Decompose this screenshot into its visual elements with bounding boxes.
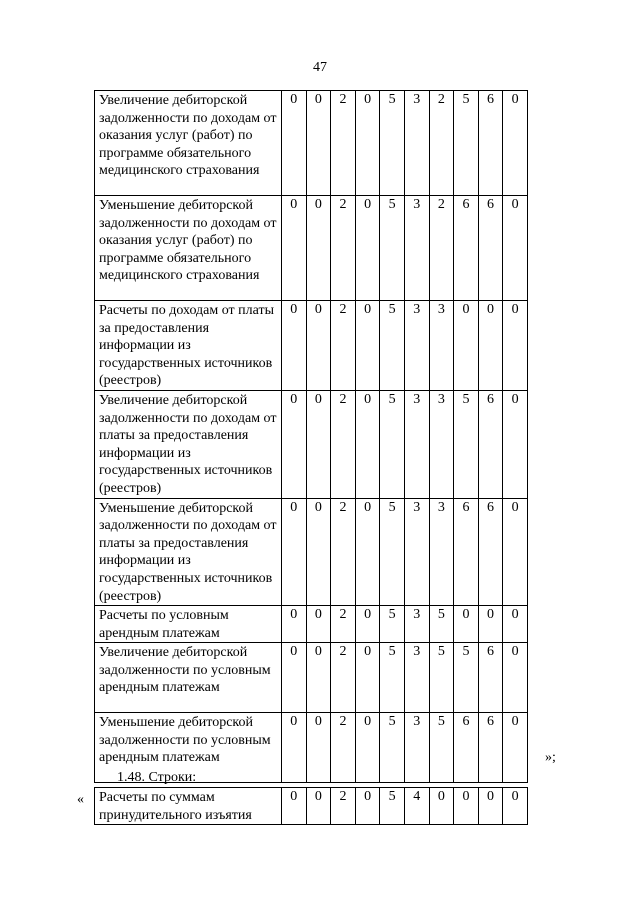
code-digit: 0 [355,301,380,391]
section-heading: 1.48. Строки: [117,770,197,785]
code-digit: 2 [331,498,356,606]
code-digit: 5 [454,390,479,498]
code-digit: 5 [380,196,405,301]
code-digit: 6 [478,390,503,498]
code-digit: 0 [306,606,331,643]
code-digit: 3 [404,713,429,783]
code-digit: 2 [331,390,356,498]
page-number: 47 [313,60,327,75]
code-digit: 3 [404,91,429,196]
code-digit: 0 [355,606,380,643]
code-digit: 5 [380,301,405,391]
code-digit: 0 [282,91,307,196]
opening-quote: « [77,792,84,807]
code-digit: 0 [355,91,380,196]
code-digit: 2 [331,91,356,196]
code-digit: 0 [355,713,380,783]
code-digit: 6 [454,498,479,606]
code-digit: 6 [454,196,479,301]
code-digit: 6 [478,713,503,783]
code-digit: 3 [429,301,454,391]
code-digit: 0 [503,196,528,301]
code-digit: 0 [478,788,503,825]
code-digit: 5 [454,643,479,713]
code-digit: 0 [306,498,331,606]
code-digit: 6 [478,91,503,196]
code-digit: 5 [429,606,454,643]
code-digit: 3 [404,301,429,391]
code-digit: 0 [454,788,479,825]
code-digit: 5 [380,91,405,196]
code-digit: 3 [429,390,454,498]
code-digit: 5 [454,91,479,196]
code-digit: 6 [478,643,503,713]
code-digit: 5 [380,643,405,713]
code-digit: 0 [306,91,331,196]
code-digit: 0 [478,301,503,391]
code-digit: 5 [380,606,405,643]
code-digit: 2 [331,713,356,783]
code-digit: 2 [429,91,454,196]
row-description: Увеличение дебиторской задолженности по условным арендным платежам [95,643,282,713]
code-digit: 0 [503,713,528,783]
code-digit: 0 [282,390,307,498]
code-digit: 2 [331,196,356,301]
accounts-table [94,90,528,783]
code-digit: 0 [282,498,307,606]
code-digit: 0 [282,788,307,825]
code-digit: 0 [306,788,331,825]
code-digit: 0 [306,301,331,391]
table-row [95,91,528,196]
row-description: Расчеты по суммам принудительного изъятия [95,788,282,825]
code-digit: 6 [454,713,479,783]
table-row [95,498,528,606]
code-digit: 0 [306,713,331,783]
code-digit: 0 [282,713,307,783]
code-digit: 0 [306,643,331,713]
new-rows-table [94,787,528,825]
code-digit: 2 [331,606,356,643]
table-row [95,390,528,498]
code-digit: 3 [404,643,429,713]
code-digit: 5 [380,390,405,498]
code-digit: 0 [503,643,528,713]
code-digit: 0 [355,498,380,606]
code-digit: 3 [404,390,429,498]
row-description: Увеличение дебиторской задолженности по доходам от оказания услуг (работ) по программе обязательного медицинского страхования [95,91,282,196]
row-description: Увеличение дебиторской задолженности по доходам от платы за предоставления информации из государственных источников (реестров) [95,390,282,498]
code-digit: 5 [429,643,454,713]
code-digit: 0 [503,91,528,196]
row-description: Расчеты по условным арендным платежам [95,606,282,643]
table-row [95,606,528,643]
code-digit: 2 [331,788,356,825]
code-digit: 2 [429,196,454,301]
table-row [95,788,528,825]
closing-quote: »; [545,750,556,765]
code-digit: 5 [380,788,405,825]
code-digit: 3 [429,498,454,606]
code-digit: 6 [478,196,503,301]
code-digit: 0 [454,606,479,643]
code-digit: 0 [355,788,380,825]
code-digit: 0 [306,390,331,498]
code-digit: 0 [429,788,454,825]
code-digit: 5 [380,498,405,606]
code-digit: 6 [478,498,503,606]
code-digit: 5 [380,713,405,783]
table-row [95,301,528,391]
code-digit: 0 [478,606,503,643]
code-digit: 0 [503,390,528,498]
code-digit: 2 [331,643,356,713]
row-description: Уменьшение дебиторской задолженности по доходам от платы за предоставления информации из государственных источников (реестров) [95,498,282,606]
table-row [95,643,528,713]
code-digit: 0 [355,196,380,301]
code-digit: 0 [282,301,307,391]
code-digit: 2 [331,301,356,391]
code-digit: 5 [429,713,454,783]
code-digit: 0 [503,301,528,391]
code-digit: 0 [355,390,380,498]
row-description: Уменьшение дебиторской задолженности по условным арендным платежам [95,713,282,783]
code-digit: 0 [454,301,479,391]
code-digit: 0 [503,788,528,825]
code-digit: 0 [503,606,528,643]
code-digit: 3 [404,606,429,643]
code-digit: 3 [404,498,429,606]
code-digit: 0 [282,643,307,713]
code-digit: 0 [282,196,307,301]
code-digit: 0 [355,643,380,713]
code-digit: 0 [306,196,331,301]
row-description: Расчеты по доходам от платы за предоставления информации из государственных источников (реестров) [95,301,282,391]
row-description: Уменьшение дебиторской задолженности по доходам от оказания услуг (работ) по программе обязательного медицинского страхования [95,196,282,301]
code-digit: 0 [282,606,307,643]
table-row [95,196,528,301]
code-digit: 0 [503,498,528,606]
code-digit: 3 [404,196,429,301]
code-digit: 4 [404,788,429,825]
